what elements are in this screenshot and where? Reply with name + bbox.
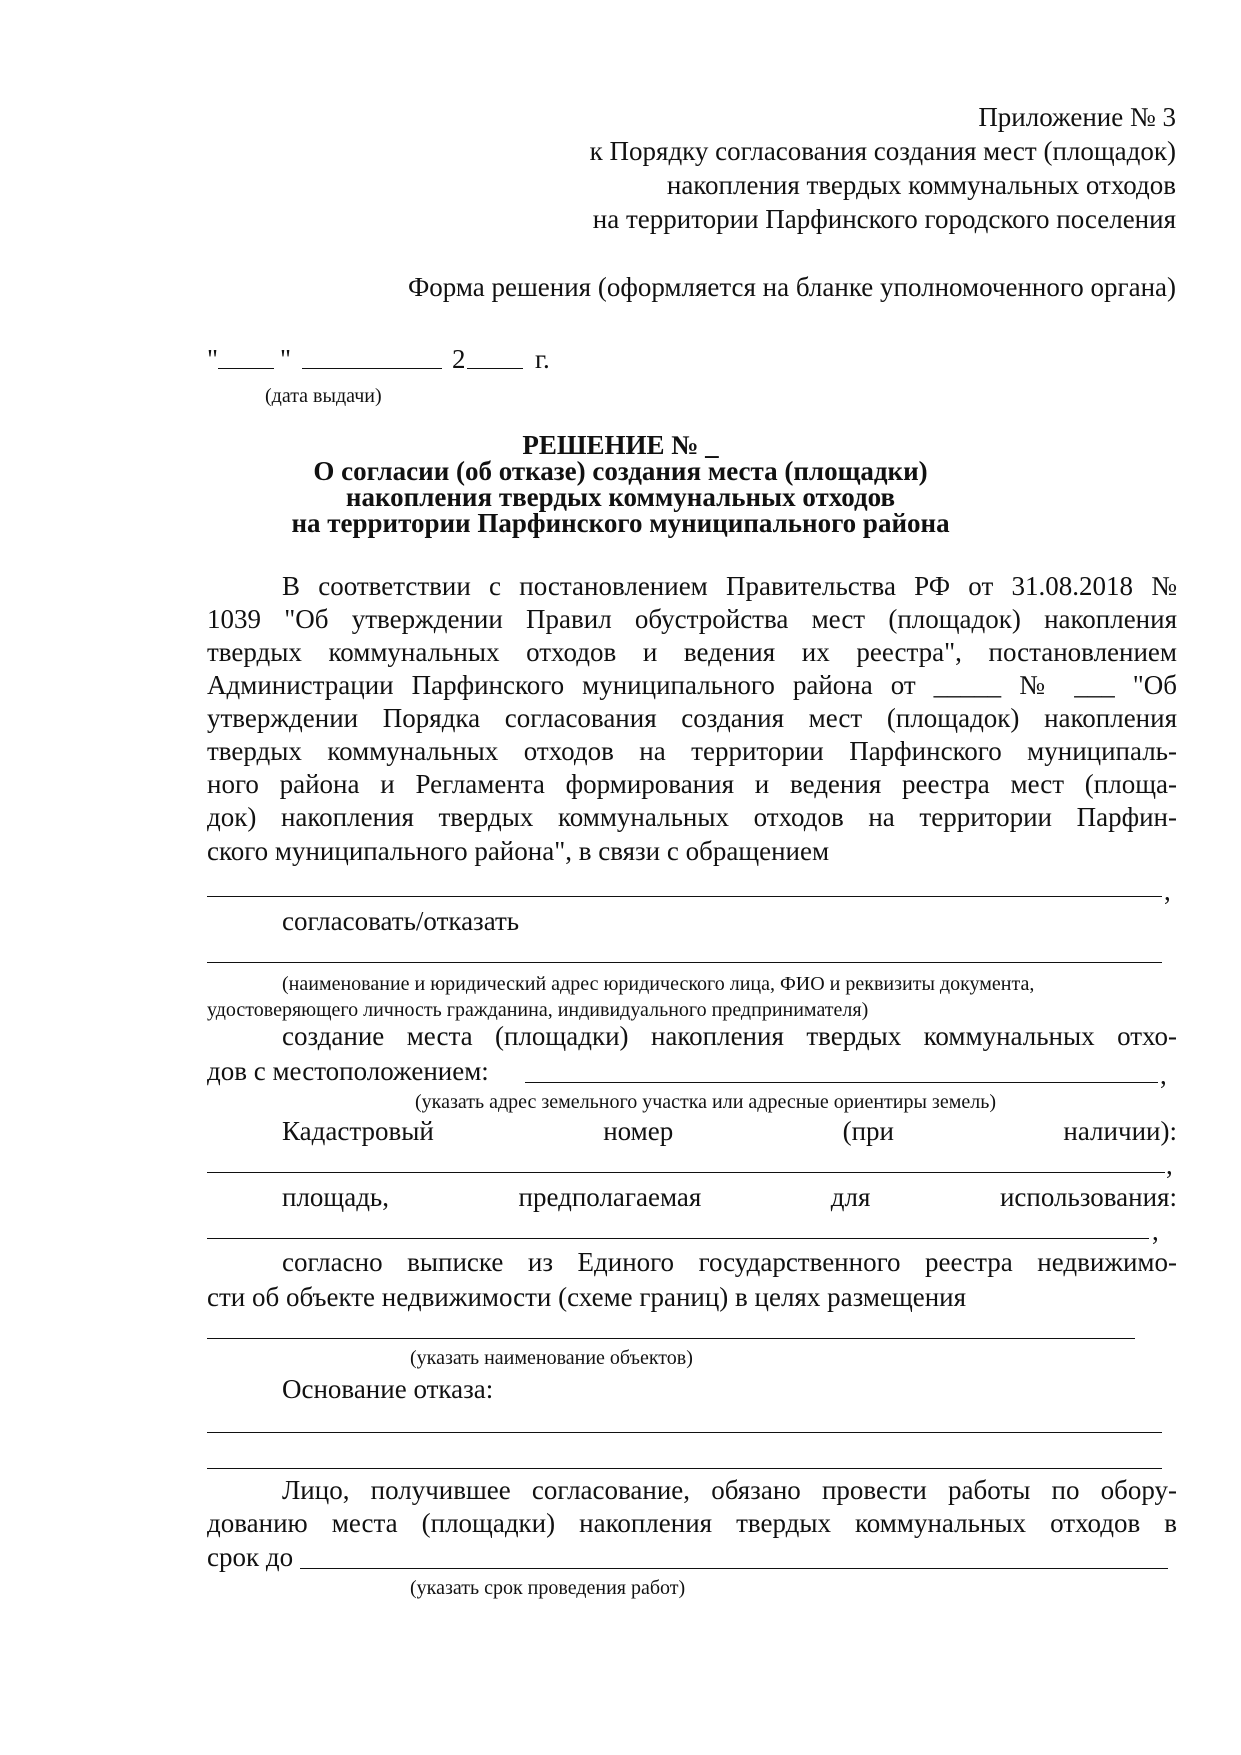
area-blank <box>207 1238 1149 1239</box>
date-year-suffix: г. <box>535 344 550 374</box>
date-year-blank <box>467 368 523 369</box>
location-blank <box>525 1082 1158 1083</box>
date-quote-close: " <box>280 344 292 374</box>
paragraph-line: ного района и Регламента формирования и ведения реестра мест (площа- <box>207 769 1177 799</box>
objects-caption: (указать наименование объектов) <box>410 1347 693 1369</box>
cadastral-word-3: (при <box>842 1116 894 1146</box>
paragraph-line: В соответствии с постановлением Правительства РФ от 31.08.2018 № <box>282 571 1177 601</box>
applicant-caption-2: удостоверяющего личность гражданина, индивидуального предпринимателя) <box>207 999 869 1021</box>
decision-subtitle-2: накопления твердых коммунальных отходов <box>345 482 896 512</box>
obligation-line-2: дованию места (площадки) накопления твердых коммунальных отходов в <box>207 1508 1177 1538</box>
paragraph-line: твердых коммунальных отходов на территории Парфинского муниципаль- <box>207 736 1177 766</box>
deadline-caption: (указать срок проведения работ) <box>410 1577 686 1599</box>
area-word-3: для <box>830 1182 871 1212</box>
comma: , <box>1152 1216 1159 1246</box>
date-day-blank <box>218 368 274 369</box>
applicant-caption-1: (наименование и юридический адрес юридического лица, ФИО и реквизиты документа, <box>282 973 1035 995</box>
form-note: Форма решения (оформляется на бланке уполномоченного органа) <box>407 272 1176 302</box>
deadline-blank <box>300 1568 1168 1569</box>
comma: , <box>1160 1060 1167 1090</box>
paragraph-line: утверждении Порядка согласования создания мест (площадок) накопления <box>207 703 1177 733</box>
paragraph-last-line: ского муниципального района", в связи с обращением <box>207 836 830 866</box>
cadastral-word-2: номер <box>603 1116 674 1146</box>
comma: , <box>1164 876 1171 906</box>
date-caption: (дата выдачи) <box>265 385 382 407</box>
cadastral-blank <box>207 1172 1165 1173</box>
decision-title: РЕШЕНИЕ № _ <box>522 430 719 460</box>
refusal-blank-1 <box>207 1432 1162 1433</box>
decision-subtitle-3: на территории Парфинского муниципального района <box>291 508 950 538</box>
obligation-line-1: Лицо, получившее согласование, обязано провести работы по обору- <box>282 1475 1177 1505</box>
date-quote-open: " <box>207 344 219 374</box>
annex-line-3: накопления твердых коммунальных отходов <box>666 170 1176 200</box>
location-line-1: создание места (площадки) накопления твердых коммунальных отхо- <box>282 1021 1177 1051</box>
cadastral-word-1: Кадастровый <box>282 1116 434 1146</box>
area-word-4: использования: <box>999 1182 1177 1212</box>
location-caption: (указать адрес земельного участка или адресные ориентиры земель) <box>415 1091 996 1113</box>
objects-blank <box>207 1338 1135 1339</box>
annex-line-2: к Порядку согласования создания мест (площадок) <box>589 136 1176 166</box>
paragraph-line: 1039 "Об утверждении Правил обустройства мест (площадок) накопления <box>207 604 1177 634</box>
agree-refuse-label: согласовать/отказать <box>282 906 520 936</box>
annex-line-1: Приложение № 3 <box>978 102 1176 132</box>
area-word-2: предполагаемая <box>518 1182 702 1212</box>
area-row <box>282 1180 1177 1214</box>
applicant-blank <box>207 896 1162 897</box>
extract-line-2: сти об объекте недвижимости (схеме границ) в целях размещения <box>207 1282 967 1312</box>
comma: , <box>1166 1150 1173 1180</box>
extract-line-1: согласно выписке из Единого государственного реестра недвижимо- <box>282 1247 1177 1277</box>
date-year-prefix: 2 <box>452 344 466 374</box>
refusal-blank-2 <box>207 1468 1162 1469</box>
location-line-2: дов с местоположением: <box>207 1056 489 1086</box>
paragraph-line: твердых коммунальных отходов и ведения их реестра", постановлением <box>207 637 1177 667</box>
decision-subtitle-1: О согласии (об отказе) создания места (площадки) <box>313 456 928 486</box>
refusal-label: Основание отказа: <box>282 1374 494 1404</box>
annex-line-4: на территории Парфинского городского поселения <box>592 204 1176 234</box>
cadastral-word-4: наличии): <box>1063 1116 1177 1146</box>
paragraph-line: док) накопления твердых коммунальных отходов на территории Парфин- <box>207 802 1177 832</box>
paragraph-line: Администрации Парфинского муниципального района от _____ № ___ "Об <box>207 670 1177 700</box>
date-month-blank <box>302 368 442 369</box>
cadastral-row <box>282 1114 1177 1148</box>
obligation-line-3: срок до <box>207 1542 294 1572</box>
applicant-details-blank <box>207 962 1162 963</box>
area-word-1: площадь, <box>282 1182 389 1212</box>
